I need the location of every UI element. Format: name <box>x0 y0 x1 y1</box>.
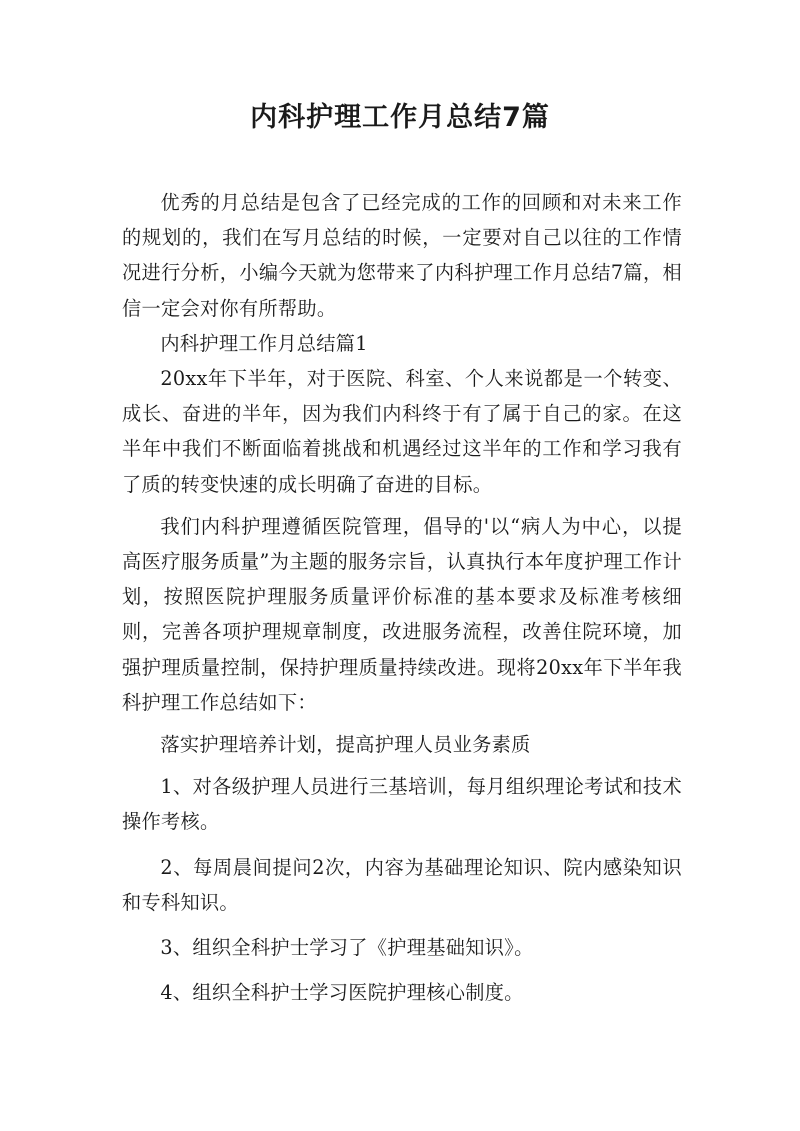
subsection-heading: 落实护理培养计划，提高护理人员业务素质 <box>160 733 531 757</box>
list-item: 4、组织全科护士学习医院护理核心制度。 <box>160 981 524 1005</box>
list-item: 1、对各级护理人员进行三基培训，每月组织理论考试和技术操作考核。 <box>122 775 682 834</box>
document-title: 内科护理工作月总结7篇 <box>250 102 550 133</box>
list-item: 2、每周晨间提问2次，内容为基础理论知识、院内感染知识和专科知识。 <box>122 855 682 914</box>
document-body <box>122 185 682 1020</box>
section-heading: 内科护理工作月总结篇1 <box>160 331 368 355</box>
body-paragraph: 我们内科护理遵循医院管理，倡导的'以“病人为中心，以提高医疗服务质量”为主题的服务宗旨，认真执行本年度护理工作计划，按照医院护理服务质量评价标准的基本要求及标准考核细则，完善各项护理规章制度，改进服务流程，改善住院环境，加强护理质量控制，保持护理质量持续改进。现将20xx年下半年我科护理工作总结如下： <box>122 514 682 714</box>
intro-paragraph: 优秀的月总结是包含了已经完成的工作的回顾和对未来工作的规划的，我们在写月总结的时候，一定要对自己以往的工作情况进行分析，小编今天就为您带来了内科护理工作月总结7篇，相信一定会对你有所帮助。 <box>122 191 682 320</box>
body-paragraph: 20xx年下半年，对于医院、科室、个人来说都是一个转变、成长、奋进的半年，因为我们内科终于有了属于自己的家。在这半年中我们不断面临着挑战和机遇经过这半年的工作和学习我有了质的转变快速的成长明确了奋进的目标。 <box>122 367 682 496</box>
list-item: 3、组织全科护士学习了《护理基础知识》。 <box>160 936 534 960</box>
